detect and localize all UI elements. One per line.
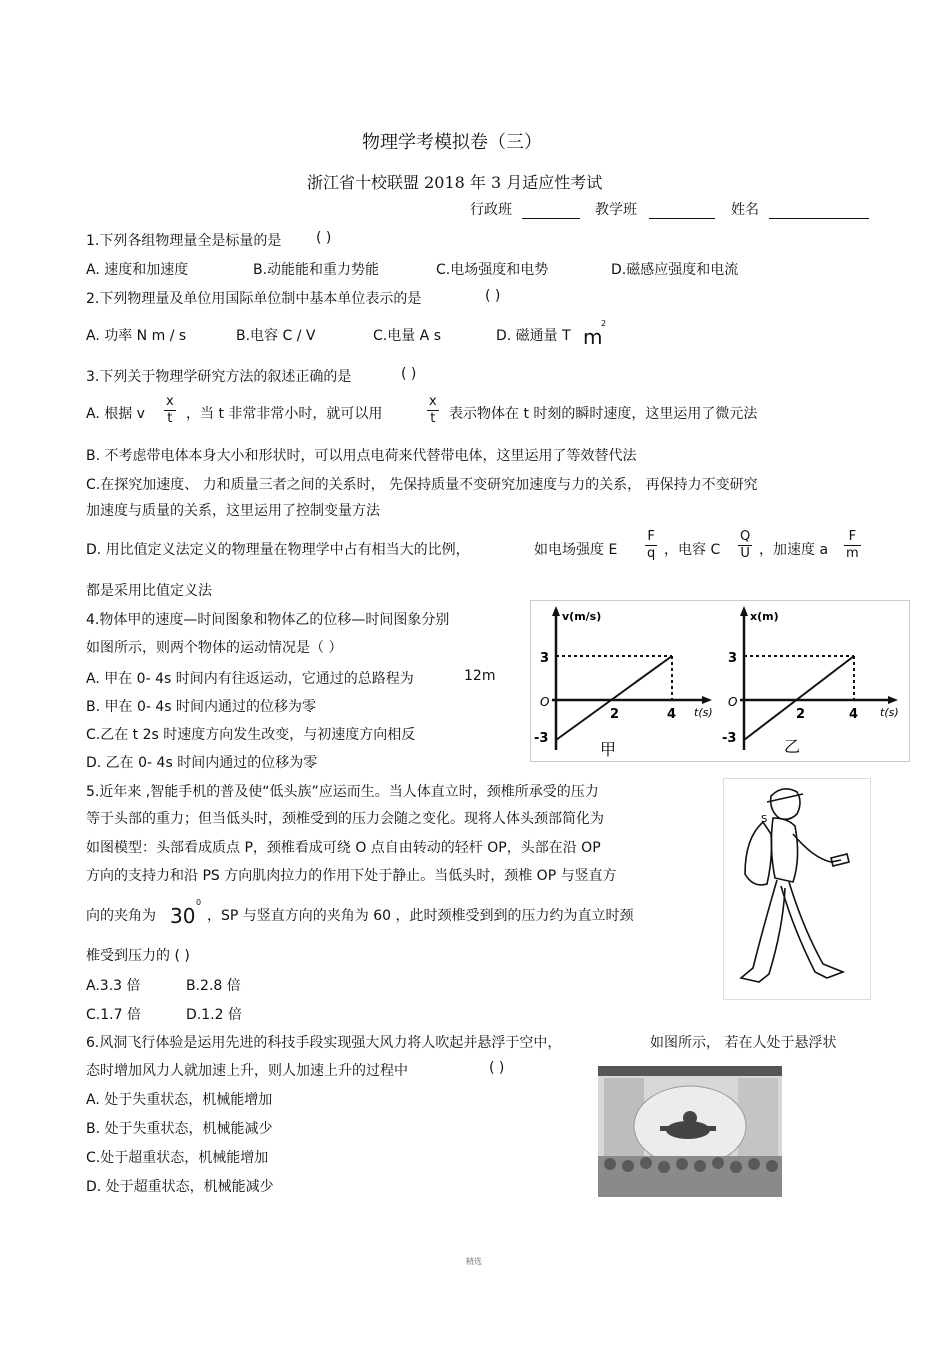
y-label: v(m/s): [562, 610, 602, 623]
q4-option-a: A. 甲在 0- 4s 时间内有往返运动，它通过的总路程为: [86, 671, 414, 687]
q2-unit-sup: 2: [601, 319, 607, 328]
q1-option-a: A. 速度和加速度: [86, 262, 189, 278]
q4-option-a-value: 12m: [464, 668, 496, 684]
q3-option-a-pre: A. 根据 v: [86, 406, 145, 422]
tick-4: 4: [667, 707, 677, 722]
q3-option-c-line2: 加速度与质量的关系，这里运用了控制变量方法: [86, 503, 380, 519]
q3-option-a-post: 表示物体在 t 时刻的瞬时速度，这里运用了微元法: [449, 406, 758, 422]
tick-neg3: -3: [722, 731, 737, 746]
q6-line1-tail: 如图所示， 若在人处于悬浮状: [650, 1035, 837, 1051]
y-label: x(m): [750, 610, 779, 623]
q5-angle-deg: 0: [196, 898, 202, 907]
q5-person-figure: [723, 778, 871, 1000]
q6-option-d: D. 处于超重状态，机械能减少: [86, 1179, 274, 1195]
q6-line1: 6.风洞飞行体验是运用先进的科技手段实现强大风力将人吹起并悬浮于空中，: [86, 1035, 562, 1051]
frac-den: t: [430, 411, 436, 427]
frac-den: q: [647, 546, 656, 562]
teach-field[interactable]: [595, 199, 715, 219]
class-blank[interactable]: [522, 204, 580, 219]
tick-0: O: [728, 695, 738, 709]
q6-option-b: B. 处于失重状态，机械能减少: [86, 1121, 273, 1137]
class-field[interactable]: [470, 199, 580, 219]
q3-option-d-a: ，加速度 a: [759, 542, 829, 558]
q5-angle-30: 30: [170, 904, 196, 928]
q1-answer-paren[interactable]: ( ): [316, 230, 332, 246]
q4-stem-line2: 如图所示，则两个物体的运动情况是（ ）: [86, 640, 343, 656]
q4-option-c: C.乙在 t 2s 时速度方向发生改变，与初速度方向相反: [86, 727, 416, 743]
name-field[interactable]: [731, 199, 869, 219]
q4-option-d: D. 乙在 0- 4s 时间内通过的位移为零: [86, 755, 318, 771]
q3-option-b: B. 不考虑带电体本身大小和形状时，可以用点电荷来代替带电体，这里运用了等效替代法: [86, 448, 637, 464]
q6-wind-tunnel-photo: [598, 1066, 782, 1197]
q6-line2: 态时增加风力人就加速上升，则人加速上升的过程中: [86, 1063, 408, 1079]
q3-stem: 3.下列关于物理学研究方法的叙述正确的是: [86, 369, 352, 385]
q5-line4: 方向的支持力和沿 PS 方向肌肉拉力的作用下处于静止。当低头时，颈椎 OP 与竖直方: [86, 868, 617, 884]
frac-num: F: [645, 529, 657, 546]
q3-option-c-line1: C.在探究加速度、 力和质量三者之间的关系时， 先保持质量不变研究加速度与力的关系， 再保持力不变研究: [86, 477, 758, 493]
q5-option-d: D.1.2 倍: [186, 1007, 242, 1023]
frac-den: t: [167, 411, 173, 427]
q5-line1: 5.近年来 ,智能手机的普及使“低头族”应运而生。当人体直立时，颈椎所承受的压力: [86, 784, 599, 800]
frac-num: F: [844, 529, 861, 546]
teach-label: 教学班: [595, 202, 637, 218]
q4-stem-line1: 4.物体甲的速度—时间图象和物体乙的位移—时间图象分别: [86, 612, 450, 628]
q5-option-a: A.3.3 倍: [86, 978, 141, 994]
frac-num: Q: [738, 529, 752, 546]
q3-frac2-x-t: [427, 394, 439, 428]
tick-2: 2: [796, 707, 806, 722]
footer-mark: 精选: [466, 1257, 482, 1266]
x-label: t(s): [694, 706, 713, 719]
q3-option-d-tail: 都是采用比值定义法: [86, 583, 212, 599]
tick-0: O: [540, 695, 550, 709]
tick-4: 4: [849, 707, 859, 722]
q3-frac-f-q: [645, 529, 657, 563]
q3-frac-x-t: [164, 394, 176, 428]
q5-option-c: C.1.7 倍: [86, 1007, 141, 1023]
teach-blank[interactable]: [649, 204, 715, 219]
q3-option-d-c: ，电容 C: [664, 542, 721, 558]
name-label: 姓名: [731, 202, 759, 218]
q5-line2: 等于头部的重力；但当低头时，颈椎受到的压力会随之变化。现将人体头颈部简化为: [86, 811, 604, 827]
q6-option-a: A. 处于失重状态，机械能增加: [86, 1092, 273, 1108]
q1-option-d: D.磁感应强度和电流: [611, 262, 739, 278]
q1-stem: 1.下列各组物理量全是标量的是: [86, 233, 282, 249]
q5-line3: 如图模型：头部看成质点 P，颈椎看成可绕 O 点自由转动的轻杆 OP，头部在沿 OP: [86, 840, 601, 856]
q3-frac-q-u: [738, 529, 752, 563]
q4-option-b: B. 甲在 0- 4s 时间内通过的位移为零: [86, 699, 317, 715]
q5-option-b: B.2.8 倍: [186, 978, 241, 994]
q5-line6: 椎受到压力的 ( ): [86, 948, 190, 964]
page-title: 物理学考模拟卷（三）: [362, 132, 542, 153]
label-s: S: [761, 814, 768, 825]
class-label: 行政班: [470, 202, 512, 218]
name-blank[interactable]: [769, 204, 869, 219]
q2-option-d: D. 磁通量 T: [496, 328, 571, 344]
page-subtitle: 浙江省十校联盟 2018 年 3 月适应性考试: [307, 173, 603, 192]
q2-answer-paren[interactable]: ( ): [485, 288, 501, 304]
q3-answer-paren[interactable]: ( ): [401, 366, 417, 382]
caption-jia: 甲: [600, 740, 617, 759]
frac-den: m: [846, 546, 859, 562]
q6-answer-paren[interactable]: ( ): [489, 1060, 505, 1076]
q3-option-a-mid: ，当 t 非常非常小时，就可以用: [186, 406, 383, 422]
q1-option-b: B.动能能和重力势能: [253, 262, 380, 278]
q2-option-b: B.电容 C / V: [236, 328, 316, 344]
frac-num: x: [164, 394, 176, 411]
frac-den: U: [740, 546, 750, 562]
tick-3: 3: [540, 651, 550, 666]
q5-line5-post: ，SP 与竖直方向的夹角为 60 ，此时颈椎受到到的压力约为直立时颈: [207, 908, 634, 924]
q2-option-a: A. 功率 N m / s: [86, 328, 187, 344]
tick-neg3: -3: [534, 731, 549, 746]
q3-option-d-pre: D. 用比值定义法定义的物理量在物理学中占有相当大的比例，: [86, 542, 470, 558]
q3-option-d-e: 如电场强度 E: [534, 542, 618, 558]
q4-graphs-figure: [530, 600, 910, 762]
caption-yi: 乙: [784, 737, 801, 756]
q1-option-c: C.电场强度和电势: [436, 262, 549, 278]
q5-line5-pre: 向的夹角为: [86, 908, 156, 924]
tick-2: 2: [610, 707, 620, 722]
q6-option-c: C.处于超重状态，机械能增加: [86, 1150, 269, 1166]
q2-option-c: C.电量 A s: [373, 328, 441, 344]
q3-frac-f-m: [844, 529, 861, 563]
frac-num: x: [427, 394, 439, 411]
x-label: t(s): [880, 706, 899, 719]
tick-3: 3: [728, 651, 738, 666]
q2-unit-m: m: [583, 325, 603, 349]
q2-stem: 2.下列物理量及单位用国际单位制中基本单位表示的是: [86, 291, 422, 307]
